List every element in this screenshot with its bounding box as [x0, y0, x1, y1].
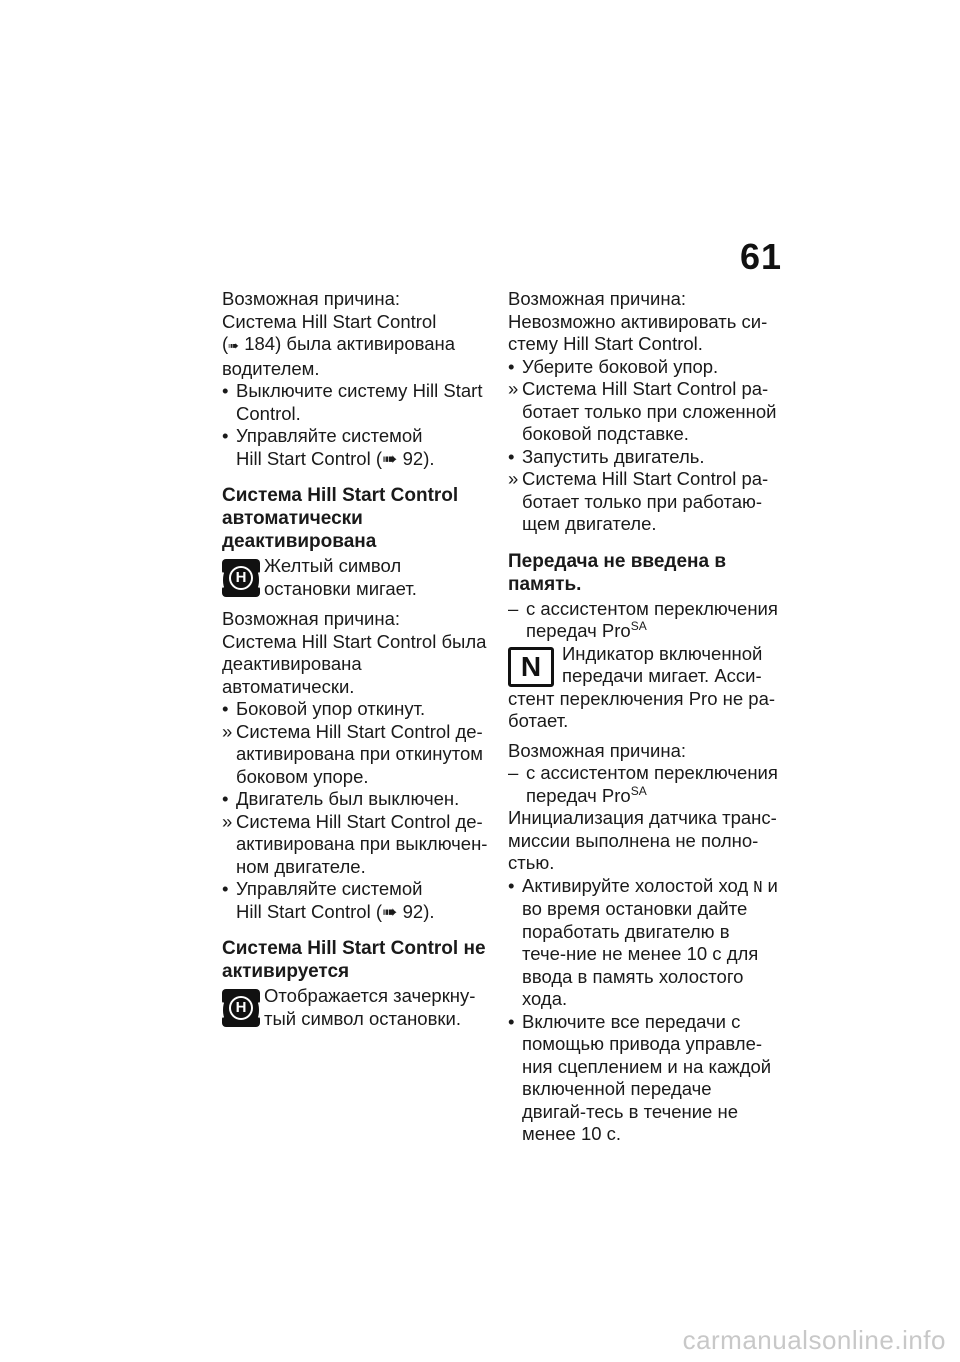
section-heading: Система Hill Start Control автоматически деактивирована: [222, 485, 459, 552]
action-bullet: • Включите все передачи с помощью привода управле-ния сцеплением и на каждой включенной передаче двигай-тесь в течение не менее 10 с.: [508, 1011, 778, 1146]
section-heading: Система Hill Start Control не активируется: [222, 938, 486, 982]
condition-item: – с ассистентом переключения передач Pro$^{SA}$: [508, 762, 778, 807]
symbol-description: Отображается зачеркну-тый символ остановки.: [264, 985, 476, 1029]
result-item: » Система Hill Start Control ра-ботает только при сложенной боковой подставке.: [508, 378, 778, 446]
hill-start-control-icon: H: [222, 559, 260, 597]
right-column: [508, 288, 778, 1146]
condition-item: – с ассистентом переключения передач Pro$^{SA}$: [508, 598, 778, 643]
symbol-row: [222, 985, 492, 1030]
possible-cause-label: Возможная причина:: [508, 288, 686, 309]
symbol-row: [508, 643, 778, 688]
action-bullet: • Запустить двигатель.: [508, 446, 778, 469]
left-column: [222, 288, 492, 1038]
cause-bullet: • Боковой упор откинут.: [222, 698, 492, 721]
cause-text-line: (➠ 184) была активирована: [222, 333, 456, 354]
neutral-gear-symbol: N: [753, 877, 763, 896]
symbol-description-continued: стент переключения Pro не ра-ботает.: [508, 687, 776, 731]
action-bullet: • Уберите боковой упор.: [508, 356, 778, 379]
symbol-description: Желтый символ остановки мигает.: [264, 555, 417, 599]
section-heading: Передача не введена в память.: [508, 550, 727, 595]
result-item: » Система Hill Start Control ра-ботает только при работаю-щем двигателе.: [508, 468, 778, 536]
watermark: carmanualsonline.info: [682, 1325, 946, 1355]
possible-cause-label: Возможная причина:: [222, 608, 400, 629]
action-bullet: • Управляйте системой Hill Start Control (➠ 92).: [222, 878, 492, 923]
gear-indicator-n-icon: N: [508, 647, 554, 687]
cause-bullet: • Двигатель был выключен.: [222, 788, 492, 811]
reference-arrow-icon: ➠: [228, 338, 240, 353]
possible-cause-label: Возможная причина:: [222, 288, 400, 309]
action-bullet: • Управляйте системой Hill Start Control (➠ 92).: [222, 425, 492, 470]
cause-text: Система Hill Start Control была деактивирована автоматически.: [222, 630, 487, 697]
cause-text: Невозможно активировать си-стему Hill Start Control.: [508, 310, 768, 354]
possible-cause-label: Возможная причина:: [508, 739, 686, 761]
symbol-description: Индикатор включенной передачи мигает. Асси-: [562, 642, 763, 686]
action-bullet: • Активируйте холостой ход N и во время остановки дайте поработать двигателю в тече-ние не менее 10 с для ввода в память холостого хода.: [508, 875, 778, 1011]
symbol-row: [222, 555, 492, 600]
action-bullet: • Выключите систему Hill Start Control.: [222, 380, 492, 425]
cause-text: Инициализация датчика транс-миссии выполнена не полно-стью.: [508, 807, 777, 873]
cause-text-line: Система Hill Start Control: [222, 310, 437, 332]
result-item: » Система Hill Start Control де-активирована при выключен-ном двигателе.: [222, 811, 492, 879]
page-number: 61: [740, 236, 783, 277]
result-item: » Система Hill Start Control де-активирована при откинутом боковом упоре.: [222, 721, 492, 789]
hill-start-control-icon: H: [222, 989, 260, 1027]
cause-text-line: водителем.: [222, 357, 320, 379]
